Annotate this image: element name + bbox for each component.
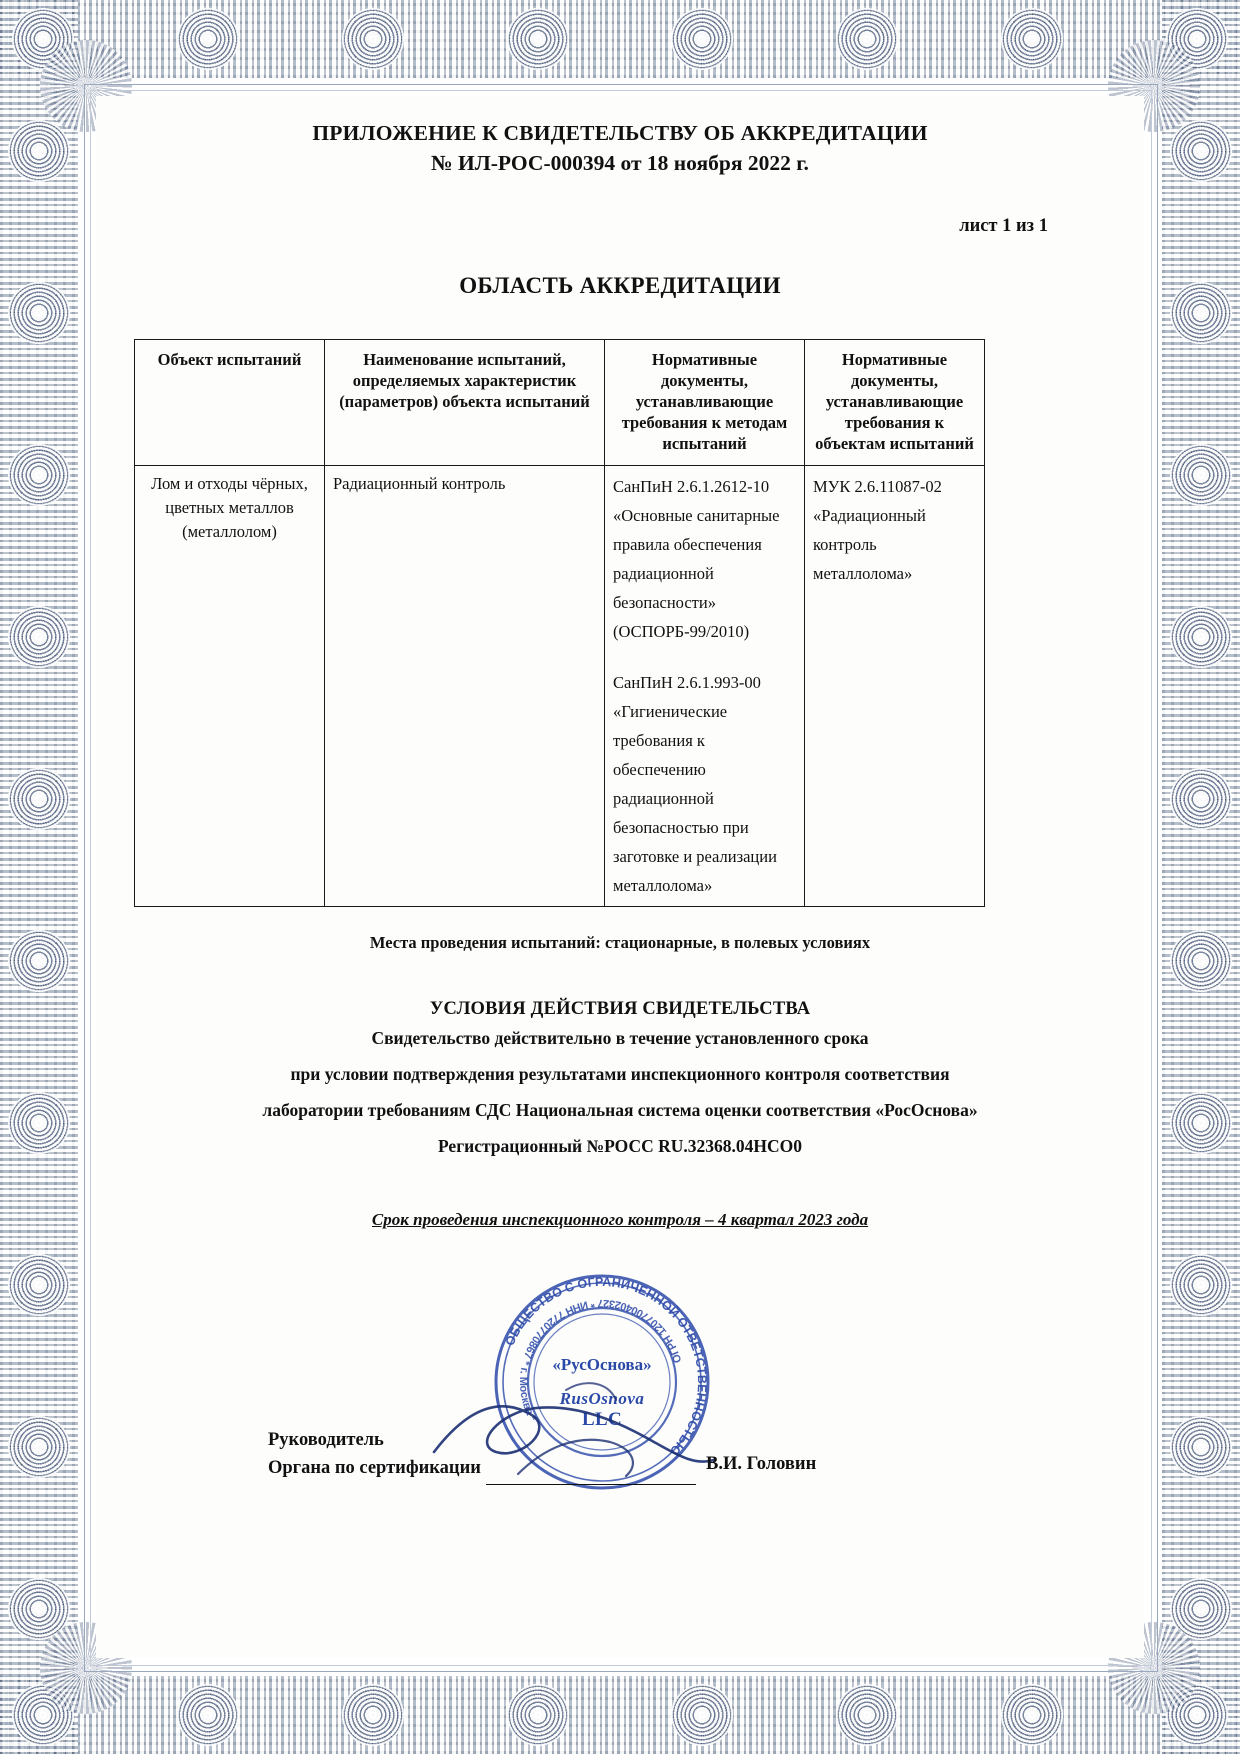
rosette-row-bottom [12, 1684, 1228, 1746]
document-title-line2: № ИЛ-РОС-000394 от 18 ноября 2022 г. [431, 151, 809, 175]
conditions-heading: УСЛОВИЯ ДЕЙСТВИЯ СВИДЕТЕЛЬСТВА [429, 999, 811, 1019]
rosette-ornament [1170, 768, 1232, 830]
rosette-ornament [1170, 120, 1232, 182]
table-row [135, 466, 985, 907]
rosette-ornament [342, 1684, 404, 1746]
rosette-ornament [1001, 1684, 1063, 1746]
cell-method-docs [605, 466, 805, 907]
rosette-ornament [671, 8, 733, 70]
registration-number: Регистрационный №РОСС RU.32368.04НСО0 [437, 1136, 803, 1156]
rosette-ornament [1170, 1092, 1232, 1154]
rosette-ornament [836, 8, 898, 70]
rosette-ornament [1170, 1254, 1232, 1316]
rosette-ornament [8, 1092, 70, 1154]
scope-table [134, 339, 985, 907]
testing-places-note: Места проведения испытаний: стационарные, в полевых условиях [369, 933, 871, 952]
rosette-ornament [836, 1684, 898, 1746]
table-header-cell-object-docs: Нормативные документы, устанавливающие требования к объектам испытаний [805, 340, 985, 466]
rosette-ornament [177, 1684, 239, 1746]
rosette-ornament [507, 1684, 569, 1746]
rosette-ornament [671, 1684, 733, 1746]
signer-role [268, 1426, 481, 1482]
rosette-ornament [342, 8, 404, 70]
table-header-cell-object: Объект испытаний [135, 340, 325, 466]
rosette-row-top [12, 8, 1228, 70]
signer-name: В.И. Головин [706, 1454, 817, 1474]
rosette-ornament [1170, 282, 1232, 344]
rosette-ornament [1170, 1416, 1232, 1478]
cell-method-doc-item: СанПиН 2.6.1.2612-10 «Основные санитарные правила обеспечения радиационной безопасности» (ОСПОРБ-99/2010) [613, 477, 780, 641]
table-header-cell-method-docs: Нормативные документы, устанавливающие требования к методам испытаний [605, 340, 805, 466]
signature-area [96, 1256, 1144, 1616]
inspection-period: Срок проведения инспекционного контроля – 4 квартал 2023 года [371, 1210, 869, 1229]
table-header-cell-test-name: Наименование испытаний, определяемых характеристик (параметров) объекта испытаний [325, 340, 605, 466]
document-body [96, 96, 1144, 1658]
document-title-line1: ПРИЛОЖЕНИЕ К СВИДЕТЕЛЬСТВУ ОБ АККРЕДИТАЦИИ [312, 121, 928, 145]
rosette-ornament [8, 120, 70, 182]
conditions-line-3: лаборатории требованиям СДС Национальная система оценки соответствия «РосОснова» [262, 1100, 978, 1120]
section-title: ОБЛАСТЬ АККРЕДИТАЦИИ [459, 273, 781, 298]
cell-test-name: Радиационный контроль [325, 466, 605, 907]
rosette-ornament [1170, 444, 1232, 506]
sheet-number: лист 1 из 1 [959, 216, 1048, 236]
rosette-ornament [1170, 606, 1232, 668]
stamp-brand-ru: RusOsnova [559, 1389, 645, 1408]
stamp-outer-text: ОБЩЕСТВО С ОГРАНИЧЕННОЙ ОТВЕТСТВЕННОСТЬЮ [502, 1274, 710, 1459]
rosette-ornament [8, 930, 70, 992]
rosette-ornament [1170, 930, 1232, 992]
rosette-ornament [177, 8, 239, 70]
rosette-ornament [8, 282, 70, 344]
cell-method-doc-item: СанПиН 2.6.1.993-00 «Гигиенические требования к обеспечению радиационной безопасностью при заготовке и реализации металлолома» [613, 673, 777, 895]
rosette-ornament [8, 768, 70, 830]
stamp-center-name: «РусОснова» [552, 1355, 652, 1374]
cell-object: Лом и отходы чёрных, цветных металлов (металлолом) [135, 466, 325, 907]
rosette-ornament [8, 606, 70, 668]
rosette-ornament [1001, 8, 1063, 70]
rosette-ornament [8, 444, 70, 506]
conditions-line-2: при условии подтверждения результатами инспекционного контроля соответствия [290, 1064, 950, 1084]
signer-role-line1: Руководитель [268, 1430, 384, 1450]
rosette-ornament [8, 1254, 70, 1316]
table-header-row [135, 340, 985, 466]
rosette-row-left [8, 120, 70, 1640]
rosette-ornament [8, 1416, 70, 1478]
conditions-line-1: Свидетельство действительно в течение установленного срока [371, 1028, 869, 1048]
rosette-row-right [1170, 120, 1232, 1640]
rosette-ornament [507, 8, 569, 70]
stamp-inner-text: ОГРН 1207700402327 * ИНН 7720770867 * г. Москва * [516, 1296, 685, 1424]
signer-role-line2: Органа по сертификации [268, 1458, 481, 1478]
signature-rule [486, 1484, 696, 1485]
stamp-brand-llc: LLC [582, 1409, 622, 1430]
cell-object-docs: МУК 2.6.11087-02 «Радиационный контроль металлолома» [805, 466, 985, 907]
